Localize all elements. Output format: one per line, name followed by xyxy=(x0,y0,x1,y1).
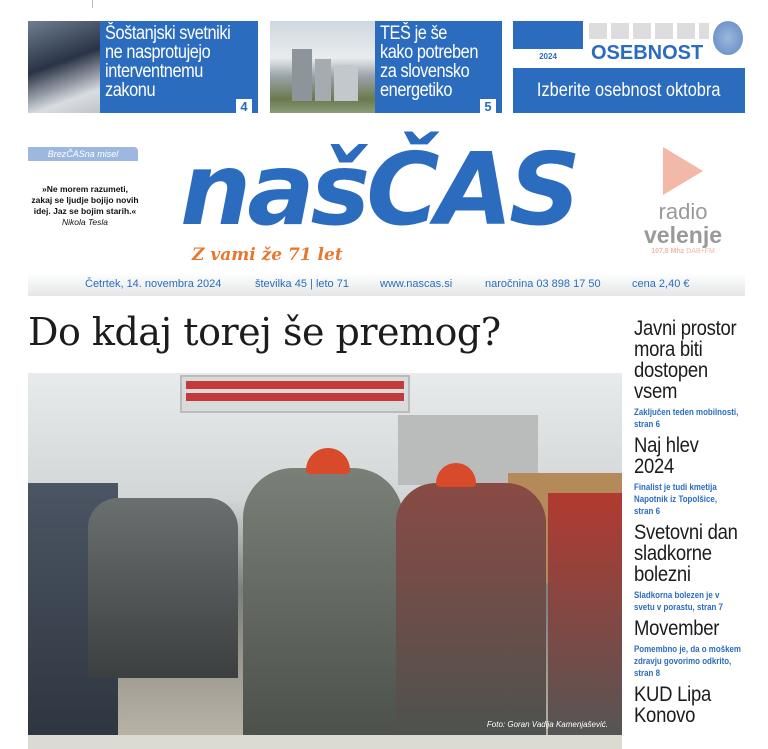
radio-velenje-ad[interactable] xyxy=(620,143,746,263)
miner-figure xyxy=(243,468,403,735)
banner-title-line: energetiko xyxy=(380,80,453,101)
play-icon xyxy=(663,147,703,195)
crop-mark xyxy=(92,0,93,8)
issue-date: Četrtek, 14. novembra 2024 xyxy=(85,278,222,290)
text-line: Zaključen teden mobilnosti, xyxy=(634,407,739,417)
banner-title-line: kako potreben xyxy=(380,42,478,63)
teaser-kud-lipa[interactable] xyxy=(634,684,768,726)
radio-band: DAB+FM xyxy=(686,248,715,255)
text-line: dostopen xyxy=(634,359,708,382)
newspaper-logo: našČAS xyxy=(180,131,577,248)
teaser-movember[interactable] xyxy=(634,618,768,679)
vote-cta[interactable] xyxy=(513,68,745,113)
banner-title-line: interventnemu xyxy=(105,61,203,82)
main-photo-miners[interactable] xyxy=(28,373,622,735)
page-number: 5 xyxy=(480,99,496,113)
quote-line: idej. Jaz se bojim starih.« xyxy=(33,206,137,216)
text-line: stran 8 xyxy=(634,668,660,678)
teaser-diabetes-day[interactable] xyxy=(634,522,768,613)
price: cena 2,40 € xyxy=(632,278,690,290)
photo-credit: Foto: Goran Vadija Kamenjašević. xyxy=(486,720,608,729)
caption-strip xyxy=(28,735,622,749)
sidebar-teasers xyxy=(634,318,768,726)
quote-block xyxy=(20,184,150,228)
banner-title-line: TEŠ je še xyxy=(380,23,447,44)
text-line: Javni prostor xyxy=(634,317,737,340)
text-line: Napotnik iz Topolšice, xyxy=(634,494,718,504)
text-line: Sladkorna bolezen je v xyxy=(634,590,720,600)
text-line: Naj hlev xyxy=(634,434,699,457)
website-link[interactable]: www.nascas.si xyxy=(380,278,453,290)
quote-line: zakaj se ljudje bojijo novih xyxy=(31,195,139,205)
text-line: Konovo xyxy=(634,704,696,727)
page-number: 4 xyxy=(236,99,252,113)
banner-tes-energy[interactable] xyxy=(270,21,502,113)
banner-title-line: za slovensko xyxy=(380,61,470,82)
text-line: stran 6 xyxy=(634,419,660,429)
banner-text-box xyxy=(100,21,258,113)
banner-title-line: Šoštanjski svetniki xyxy=(105,23,231,44)
slogan: Z vami že 71 let xyxy=(192,245,343,265)
helmet xyxy=(306,448,350,474)
banner-photo xyxy=(28,21,100,113)
column-label: BrezČASna misel xyxy=(28,147,138,161)
text-line: KUD Lipa xyxy=(634,683,711,706)
banner-text-box xyxy=(375,21,502,113)
text-line: Finalist je tudi kmetija xyxy=(634,482,717,492)
subscription-phone: naročnina 03 898 17 50 xyxy=(485,278,601,290)
portraits-strip xyxy=(589,23,709,39)
miner-figure xyxy=(88,498,238,678)
naj-logo: Naj xyxy=(513,21,583,49)
naj-year: 2024 xyxy=(539,52,557,61)
text-line: sladkorne xyxy=(634,542,712,565)
signage xyxy=(180,375,410,413)
teaser-naj-hlev[interactable] xyxy=(634,435,768,517)
quote-author: Nikola Tesla xyxy=(62,217,108,227)
radio-line1: radio xyxy=(658,199,708,224)
text-line: bolezni xyxy=(634,563,691,586)
main-headline[interactable]: Do kdaj torej še premog? xyxy=(28,310,501,354)
text-line: 2024 xyxy=(634,455,675,478)
text-line: zdravju govorimo odkrito, xyxy=(634,656,732,666)
fingerprint-icon xyxy=(713,21,743,55)
text-line: Pomembno je, da o moškem xyxy=(634,644,741,654)
banner-naj-osebnost[interactable] xyxy=(513,21,745,113)
teaser-public-space[interactable] xyxy=(634,318,768,430)
banner-sostanj-councillors[interactable] xyxy=(28,21,258,113)
banner-photo xyxy=(270,21,375,113)
text-line: stran 6 xyxy=(634,506,660,516)
miner-figure xyxy=(396,483,546,735)
radio-frequency: 107,8 Mhz xyxy=(651,248,685,255)
info-bar xyxy=(28,273,745,296)
osebnost-label: OSEBNOST xyxy=(591,42,704,64)
banner-title-line: ne nasprotujejo xyxy=(105,42,211,63)
text-line: Movember xyxy=(634,617,720,640)
text-line: mora biti xyxy=(634,338,703,361)
text-line: svetu v porastu, stran 7 xyxy=(634,602,723,612)
radio-line2: velenje xyxy=(644,222,722,248)
text-line: Svetovni dan xyxy=(634,521,738,544)
text-line: vsem xyxy=(634,380,678,403)
quote-line: »Ne morem razumeti, xyxy=(42,184,128,194)
cta-text: Izberite osebnost oktobra xyxy=(537,80,721,101)
miner-figure xyxy=(548,493,622,735)
banner-title-line: zakonu xyxy=(105,80,156,101)
issue-number: številka 45 | leto 71 xyxy=(255,278,349,290)
